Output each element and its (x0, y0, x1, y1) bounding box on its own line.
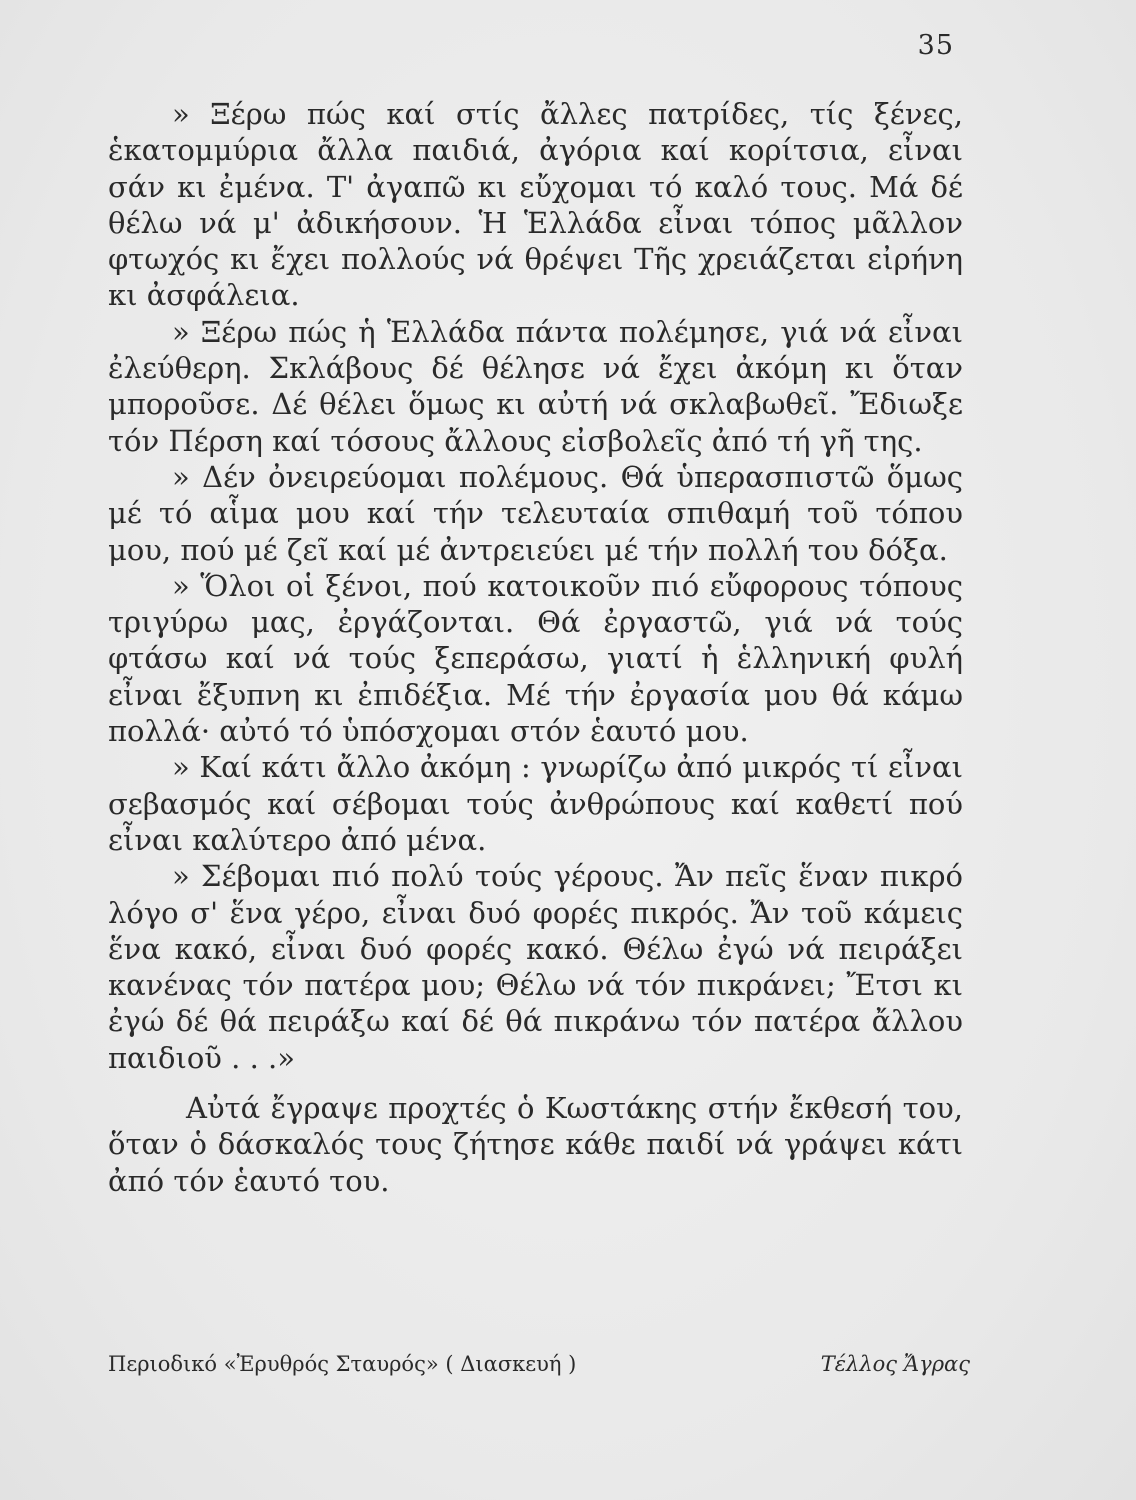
paragraph-3: » Δέν ὀνειρεύομαι πολέμους. Θά ὑπερασπιστῶ ὅμως μέ τό αἷμα μου καί τήν τελευταία σπιθαμή τοῦ τόπου μου, πού μέ ζεῖ καί μέ ἀντρειεύει μέ τήν πολλή του δόξα. (108, 459, 963, 567)
paragraph-2: » Ξέρω πώς ἡ Ἑλλάδα πάντα πολέμησε, γιά νά εἶναι ἐλεύθερη. Σκλάβους δέ θέλησε νά ἔχει ἀκόμη κι ὅταν μποροῦσε. Δέ θέλει ὅμως κι αὐτή νά σκλαβωθεῖ. Ἔδιωξε τόν Πέρση καί τόσους ἄλλους εἰσβολεῖς ἀπό τή γῆ της. (108, 314, 963, 458)
source-citation: Περιοδικό «Ἐρυθρός Σταυρός» ( Διασκευή ) (108, 1352, 577, 1376)
footer (108, 1352, 970, 1376)
paragraph-1: » Ξέρω πώς καί στίς ἄλλες πατρίδες, τίς ξένες, ἑκατομμύρια ἄλλα παιδιά, ἀγόρια καί κορίτσια, εἶναι σάν κι ἐμένα. Τ' ἀγαπῶ κι εὔχομαι τό καλό τους. Μά δέ θέλω νά μ' ἀδικήσουν. Ἡ Ἑλλάδα εἶναι τόπος μᾶλλον φτωχός κι ἔχει πολλούς νά θρέψει Τῆς χρειάζεται εἰρήνη κι ἀσφάλεια. (108, 97, 963, 313)
paragraph-4: » Ὅλοι οἱ ξένοι, πού κατοικοῦν πιό εὔφορους τόπους τριγύρω μας, ἐργάζονται. Θά ἐργαστῶ, γιά νά τούς φτάσω καί νά τούς ξεπεράσω, γιατί ἡ ἑλληνική φυλή εἶναι ἔξυπνη κι ἐπιδέξια. Μέ τήν ἐργασία μου θά κάμω πολλά· αὐτό τό ὑπόσχομαι στόν ἑαυτό μου. (108, 568, 963, 749)
author-name: Τέλλος Ἄγρας (820, 1352, 970, 1376)
paragraph-5: » Καί κάτι ἄλλο ἀκόμη : γνωρίζω ἀπό μικρός τί εἶναι σεβασμός καί σέβομαι τούς ἀνθρώπους καί καθετί πού εἶναι καλύτερο ἀπό μένα. (108, 750, 963, 857)
closing-paragraph: Αὐτά ἔγραψε προχτές ὁ Κωστάκης στήν ἔκθεσή του, ὅταν ὁ δάσκαλός τους ζήτησε κάθε παιδί νά γράψει κάτι ἀπό τόν ἑαυτό του. (108, 1091, 963, 1198)
page-number: 35 (917, 30, 954, 61)
body-text (108, 96, 963, 1199)
paragraph-6: » Σέβομαι πιό πολύ τούς γέρους. Ἄν πεῖς ἕναν πικρό λόγο σ' ἕνα γέρο, εἶναι δυό φορές πικρός. Ἄν τοῦ κάμεις ἕνα κακό, εἶναι δυό φορές κακό. Θέλω ἐγώ νά πειράξει κανένας τόν πατέρα μου; Θέλω νά τόν πικράνει; Ἔτσι κι ἐγώ δέ θά πειράξω καί δέ θά πικράνω τόν πατέρα ἄλλου παιδιοῦ . . .» (108, 859, 963, 1075)
